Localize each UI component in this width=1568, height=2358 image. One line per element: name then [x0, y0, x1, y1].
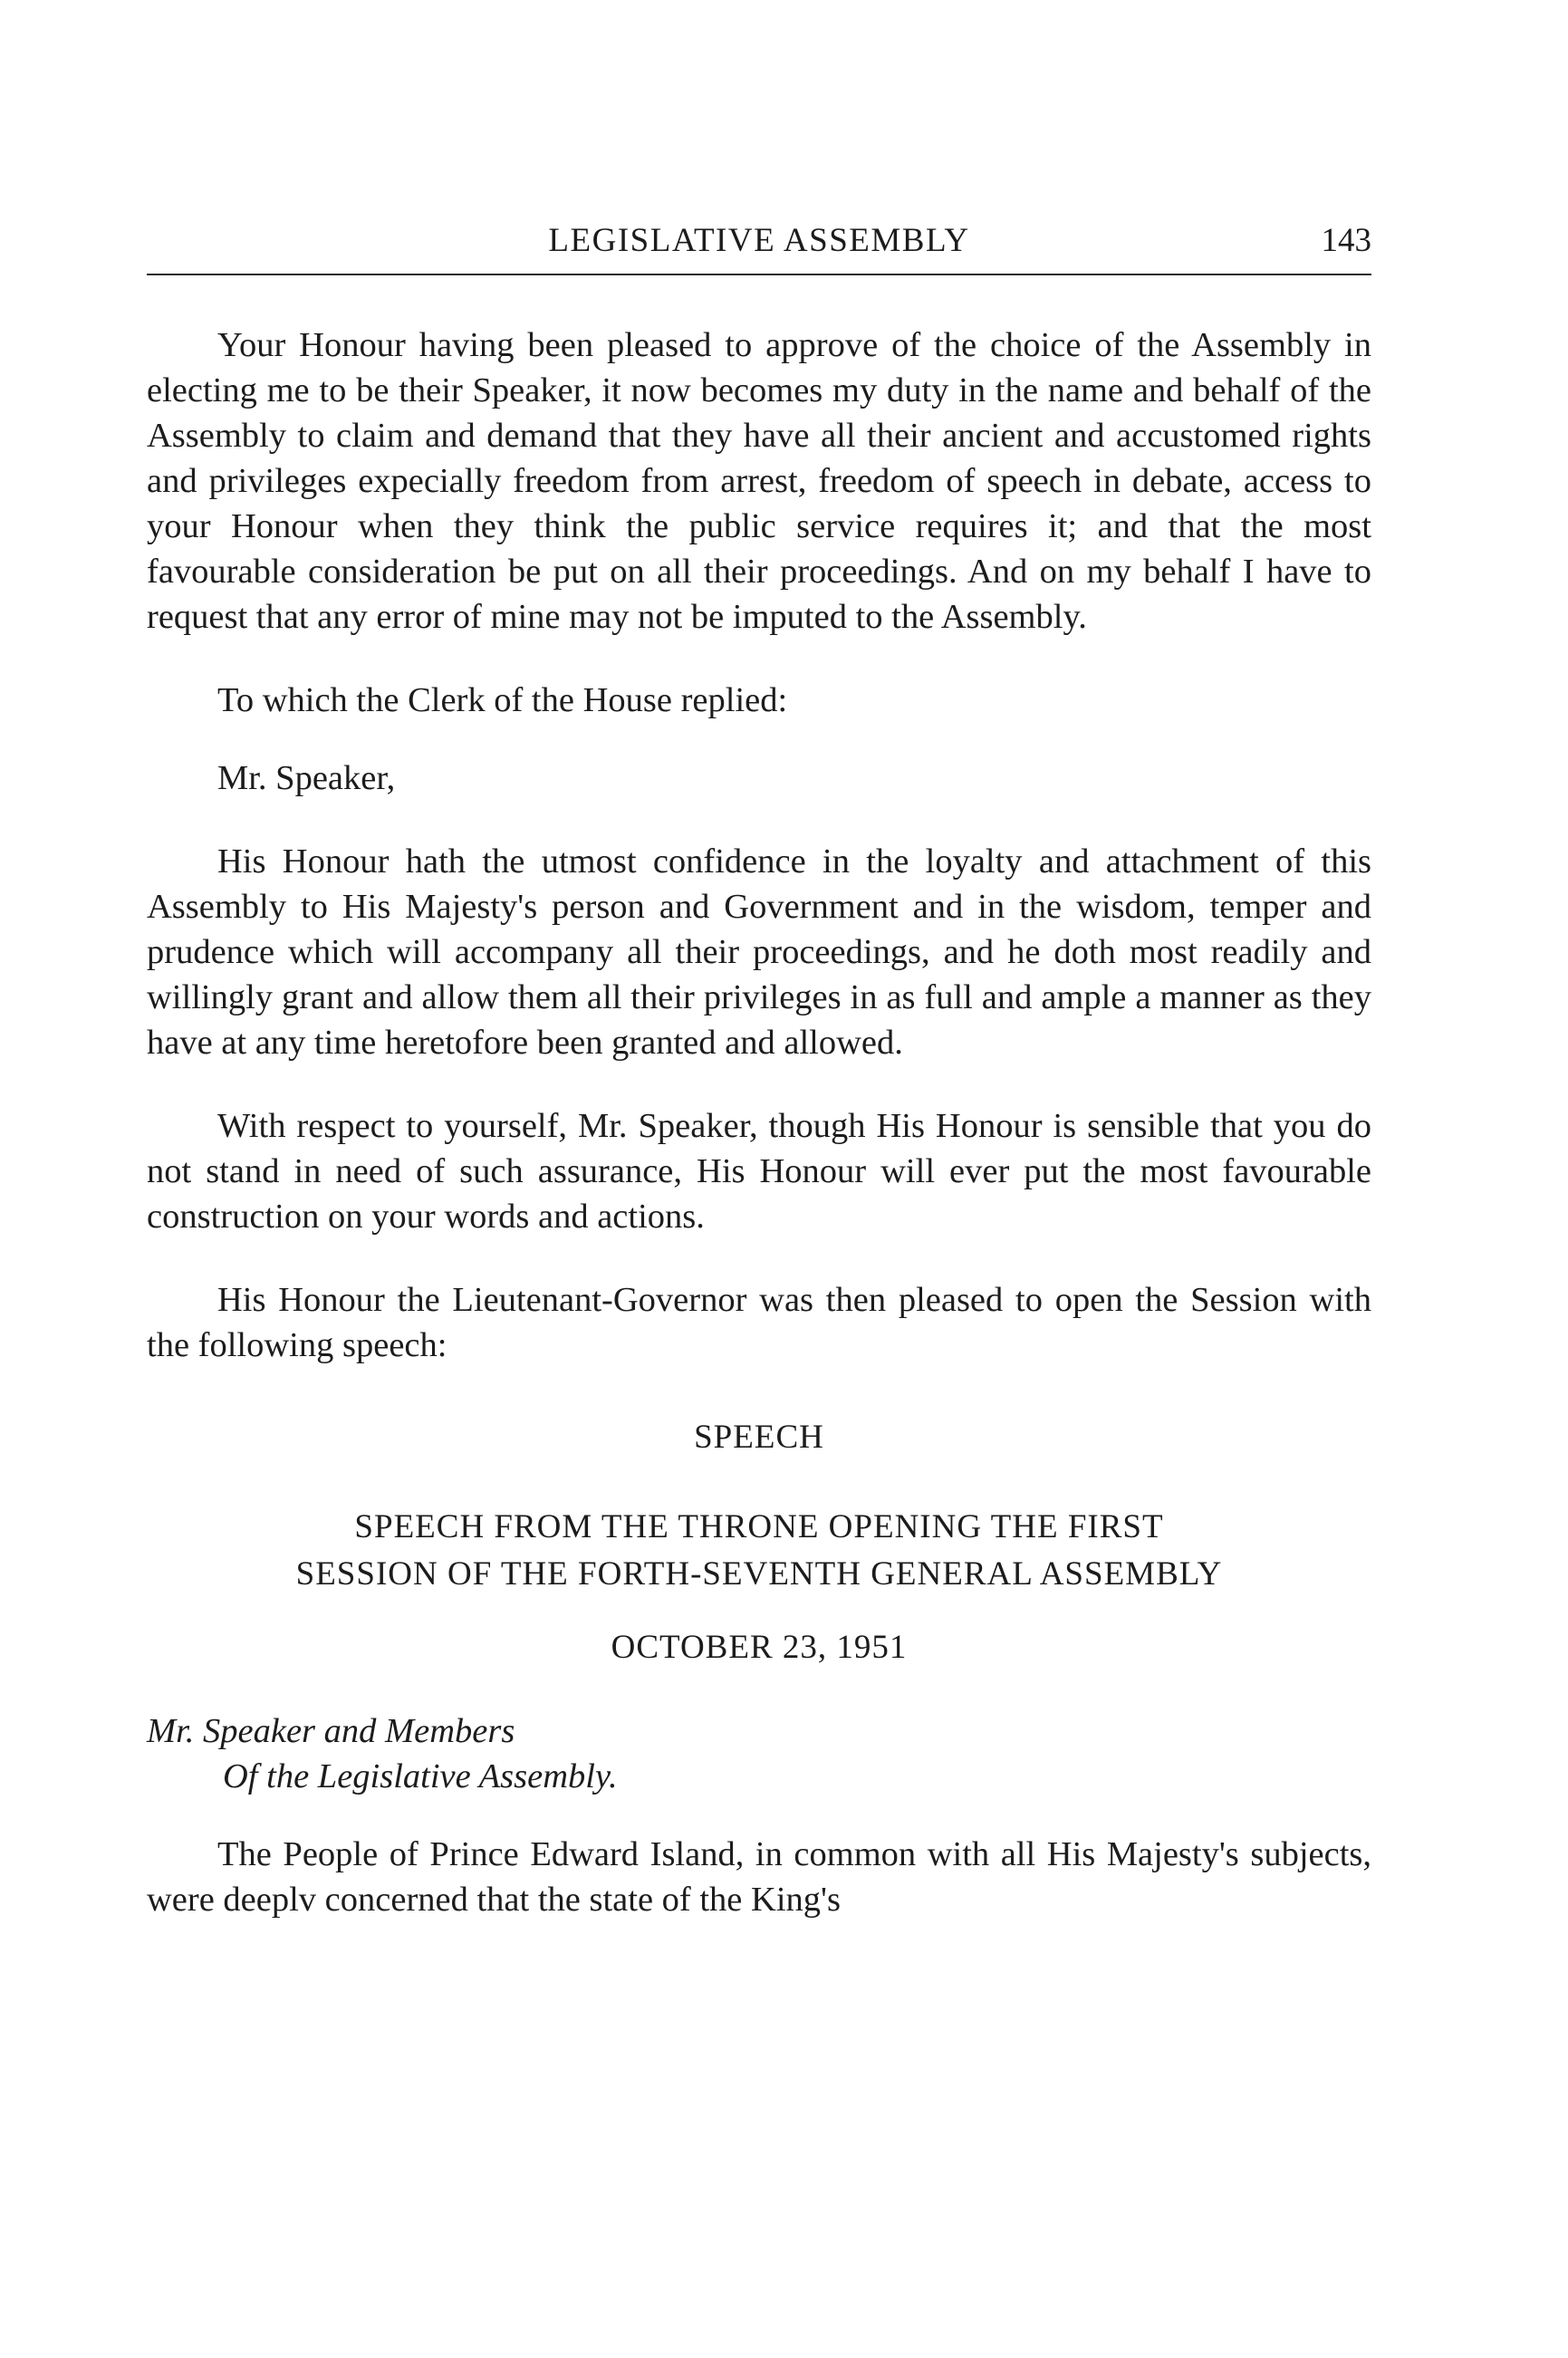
speech-heading: SPEECH	[694, 1419, 824, 1456]
page-number: 143	[1321, 222, 1371, 259]
paragraph-clerk-reply-intro: To which the Clerk of the House replied:	[217, 681, 788, 719]
speech-salutation-line-2: Of the Legislative Assembly.	[223, 1757, 618, 1795]
paragraph-speaker-claim: Your Honour having been pleased to approve of the choice of the Assembly in electing me to be their Speaker, it now becomes my duty in the name and behalf of the Assembly to claim and demand that they have all their ancient and accustomed rights and privileges expecially freedom from arrest, freedom of speech in debate, access to your Honour when they think the public service requires it; and that the most favourable consideration be put on all their proceedings. And on my behalf I have to request that any error of mine may not be imputed to the Assembly.	[147, 326, 1371, 636]
running-header	[147, 216, 1371, 279]
speech-opening-paragraph: The People of Prince Edward Island, in common with all His Majesty's subjects, were deeplv concerned that the state of the King's	[147, 1835, 1371, 1919]
speech-subheading	[147, 1504, 1371, 1598]
header-rule	[147, 274, 1371, 275]
speech-subheading-line-2: SESSION OF THE FORTH-SEVENTH GENERAL ASSEMBLY	[295, 1555, 1223, 1593]
speech-date: OCTOBER 23, 1951	[611, 1629, 908, 1666]
speech-salutation-line-1: Mr. Speaker and Members	[147, 1712, 515, 1750]
paragraph-honour-confidence: His Honour hath the utmost confidence in the loyalty and attachment of this Assembly to His Majesty's person and Government and in the wisdom, temper and prudence which will accompany all their proceedings, and he doth most readily and willingly grant and allow them all their privileges in as full and ample a manner as they have at any time heretofore been granted and allowed.	[147, 842, 1371, 1062]
paragraph-opening-session: His Honour the Lieutenant-Governor was then pleased to open the Session with the following speech:	[147, 1281, 1371, 1364]
paragraph-respect-speaker: With respect to yourself, Mr. Speaker, though His Honour is sensible that you do not stand in need of such assurance, His Honour will ever put the most favourable construction on your words and actions.	[147, 1107, 1371, 1236]
speech-salutation	[147, 1708, 1371, 1799]
body-text	[147, 322, 1371, 1922]
running-title: LEGISLATIVE ASSEMBLY	[548, 222, 970, 259]
speech-subheading-line-1: SPEECH FROM THE THRONE OPENING THE FIRST	[354, 1508, 1164, 1545]
paragraph-clerk-salutation: Mr. Speaker,	[217, 759, 396, 797]
